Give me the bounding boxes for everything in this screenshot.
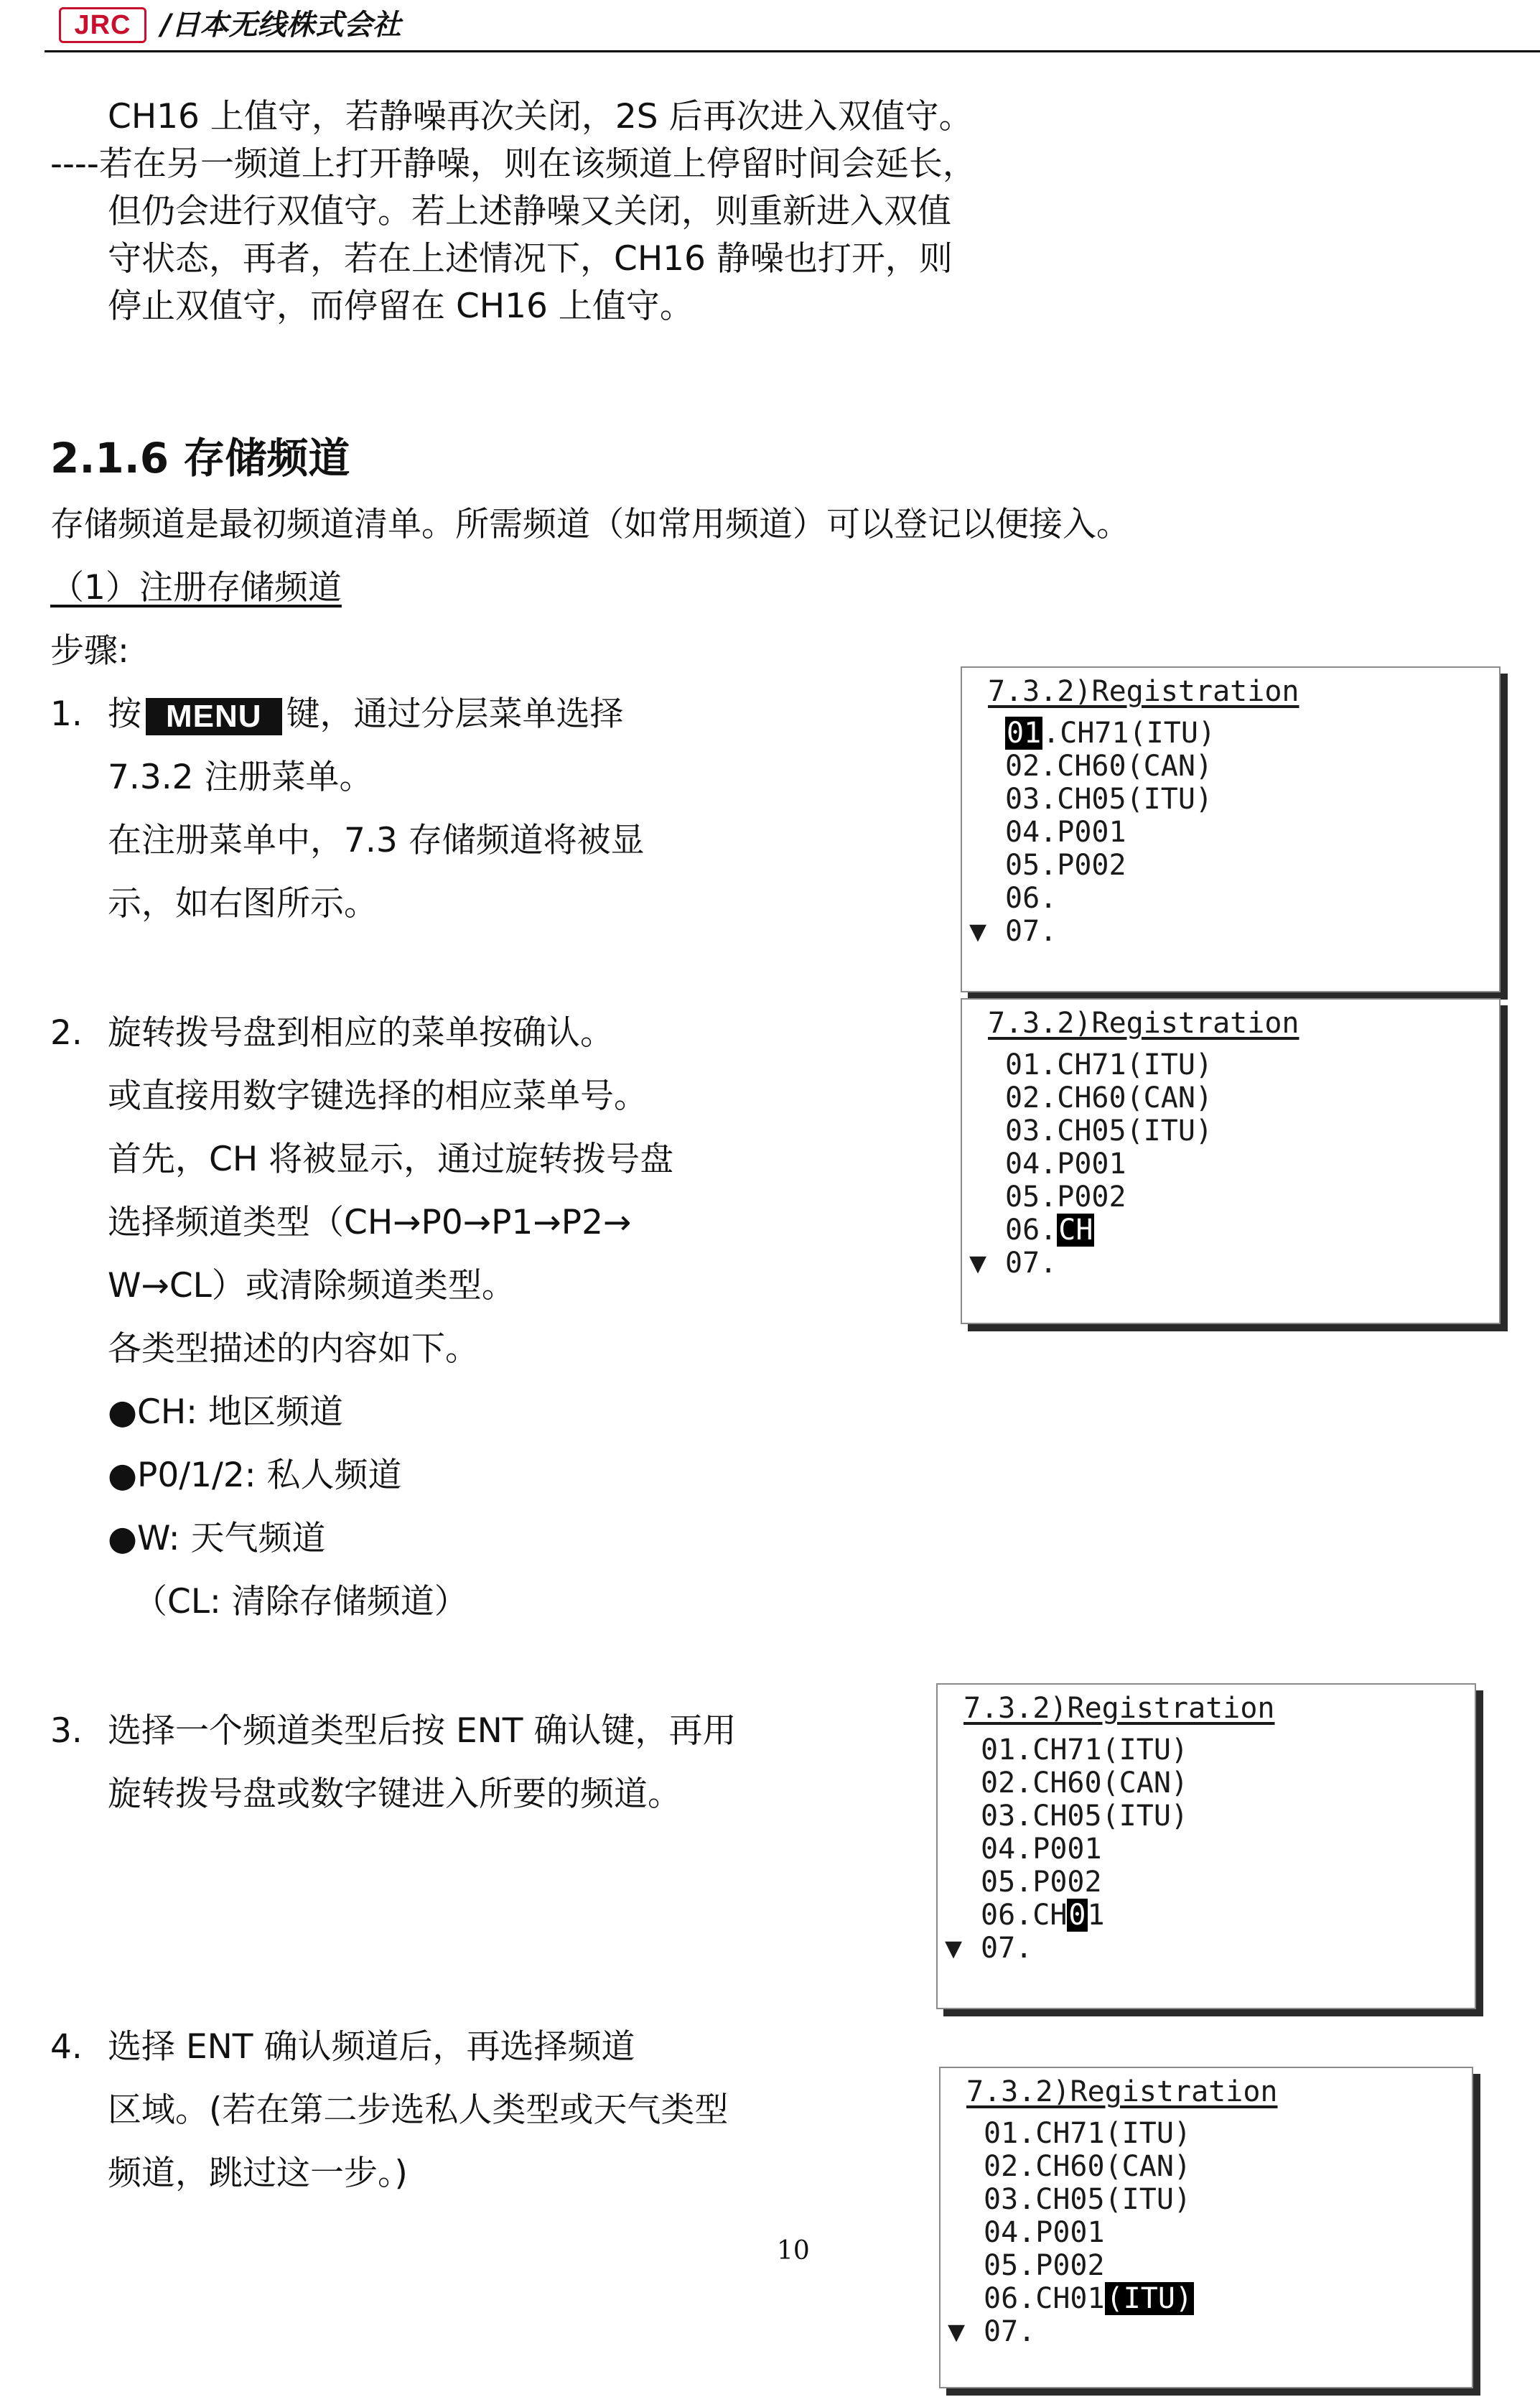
- step-1-text: [108, 691, 624, 738]
- screen-row: 04.P001: [1005, 816, 1126, 849]
- intro-line: CH16 上值守，若静噪再次关闭，2S 后再次进入双值守。: [108, 97, 973, 136]
- intro-line: ----若在另一频道上打开静噪，则在该频道上停留时间会延长，: [50, 144, 976, 184]
- screen-row: 01.CH71(ITU): [1007, 717, 1215, 750]
- section-heading: 2.1.6 存储频道: [50, 434, 350, 483]
- screen-row: 04.P001: [984, 2216, 1105, 2249]
- step-1-line: 7.3.2 注册菜单。: [108, 758, 373, 797]
- intro-line: 但仍会进行双值守。若上述静噪又关闭，则重新进入双值: [108, 192, 951, 231]
- step-1-pre: 按: [108, 694, 141, 734]
- scroll-down-icon: ▼: [969, 915, 987, 948]
- screen-row: 04.P001: [981, 1833, 1102, 1866]
- step-1-line: 示，如右图所示。: [108, 884, 378, 923]
- registration-screen-2: [961, 998, 1501, 1324]
- screen-row: 02.CH60(CAN): [981, 1767, 1188, 1800]
- screen-row: 07.: [1005, 915, 1058, 948]
- screen-title: 7.3.2)Registration: [988, 675, 1299, 708]
- screen-row: 05.P002: [1005, 1181, 1126, 1214]
- screen-row: 06.CH01: [981, 1899, 1105, 1932]
- jrc-logo: JRC: [59, 7, 146, 43]
- screen-title: 7.3.2)Registration: [988, 1007, 1299, 1040]
- step-4-line: 区域。(若在第二步选私人类型或天气类型: [108, 2090, 729, 2130]
- screen-row: 06.CH: [1005, 1214, 1093, 1247]
- scroll-down-icon: ▼: [948, 2315, 966, 2348]
- subsection-heading: （1）注册存储频道: [50, 568, 342, 608]
- step-4-line: 频道，跳过这一步。): [108, 2154, 408, 2193]
- step-2-line: 各类型描述的内容如下。: [108, 1329, 479, 1369]
- screen-row: 06.: [1005, 882, 1058, 915]
- screen-row: 07.: [984, 2315, 1036, 2348]
- scroll-down-icon: ▼: [945, 1932, 963, 1965]
- step-2-line: （CL: 清除存储频道）: [134, 1582, 468, 1621]
- step-number: 3.: [50, 1711, 83, 1751]
- company-name: /日本无线株式会社: [161, 9, 401, 42]
- step-number: 2.: [50, 1013, 83, 1053]
- screen-row: 01.CH71(ITU): [981, 1733, 1188, 1767]
- step-2-line: ●P0/1/2: 私人频道: [108, 1456, 402, 1495]
- header-divider: [45, 50, 1540, 52]
- step-1-line: 在注册菜单中，7.3 存储频道将被显: [108, 821, 645, 860]
- screen-row: 07.: [1005, 1247, 1058, 1280]
- registration-screen-4: [939, 2067, 1473, 2388]
- screen-cursor: (ITU): [1106, 2282, 1193, 2315]
- menu-key: MENU: [146, 698, 282, 735]
- step-2-line: 首先，CH 将被显示，通过旋转拨号盘: [108, 1140, 674, 1179]
- screen-row: 05.P002: [981, 1866, 1102, 1899]
- step-3-line: 旋转拨号盘或数字键进入所要的频道。: [108, 1774, 681, 1814]
- intro-line: 守状态，再者，若在上述情况下，CH16 静噪也打开，则: [108, 239, 953, 279]
- screen-cursor: CH: [1058, 1214, 1093, 1247]
- step-1-post: 键，通过分层菜单选择: [286, 694, 624, 734]
- step-number: 4.: [50, 2027, 83, 2067]
- screen-row: 03.CH05(ITU): [984, 2183, 1191, 2216]
- step-2-line: ●CH: 地区频道: [108, 1392, 343, 1432]
- step-2-line: 或直接用数字键选择的相应菜单号。: [108, 1076, 648, 1116]
- registration-screen-3: [936, 1683, 1476, 2009]
- screen-row: 02.CH60(CAN): [1005, 1081, 1213, 1114]
- page-number: 10: [777, 2236, 810, 2266]
- screen-row: 03.CH05(ITU): [1005, 1114, 1213, 1148]
- screen-row: 04.P001: [1005, 1148, 1126, 1181]
- screen-row: 01.CH71(ITU): [1005, 1048, 1213, 1081]
- intro-line: 停止双值守，而停留在 CH16 上值守。: [108, 287, 694, 326]
- step-3-line: 选择一个频道类型后按 ENT 确认键，再用: [108, 1711, 737, 1751]
- screen-row: 06.CH01(ITU): [984, 2282, 1193, 2315]
- screen-cursor: 0: [1068, 1899, 1086, 1932]
- section-description: 存储频道是最初频道清单。所需频道（如常用频道）可以登记以便接入。: [50, 505, 1130, 544]
- screen-cursor: 01: [1007, 717, 1042, 750]
- step-2-line: 旋转拨号盘到相应的菜单按确认。: [108, 1013, 614, 1053]
- screen-row: 07.: [981, 1932, 1033, 1965]
- screen-row: 02.CH60(CAN): [984, 2150, 1191, 2183]
- screen-title: 7.3.2)Registration: [963, 1692, 1275, 1725]
- step-2-line: ●W: 天气频道: [108, 1519, 326, 1558]
- screen-row: 05.P002: [984, 2249, 1105, 2282]
- registration-screen-1: [961, 666, 1501, 992]
- step-4-line: 选择 ENT 确认频道后，再选择频道: [108, 2027, 635, 2067]
- screen-row: 05.P002: [1005, 849, 1126, 882]
- step-2-line: 选择频道类型（CH→P0→P1→P2→: [108, 1203, 632, 1242]
- scroll-down-icon: ▼: [969, 1247, 987, 1280]
- screen-title: 7.3.2)Registration: [966, 2075, 1278, 2108]
- step-number: 1.: [50, 694, 83, 734]
- screen-row: 03.CH05(ITU): [1005, 783, 1213, 816]
- step-2-line: W→CL）或清除频道类型。: [108, 1266, 515, 1305]
- screen-row: 02.CH60(CAN): [1005, 750, 1213, 783]
- steps-label: 步骤:: [50, 631, 129, 671]
- screen-row: 01.CH71(ITU): [984, 2117, 1191, 2150]
- screen-row: 03.CH05(ITU): [981, 1800, 1188, 1833]
